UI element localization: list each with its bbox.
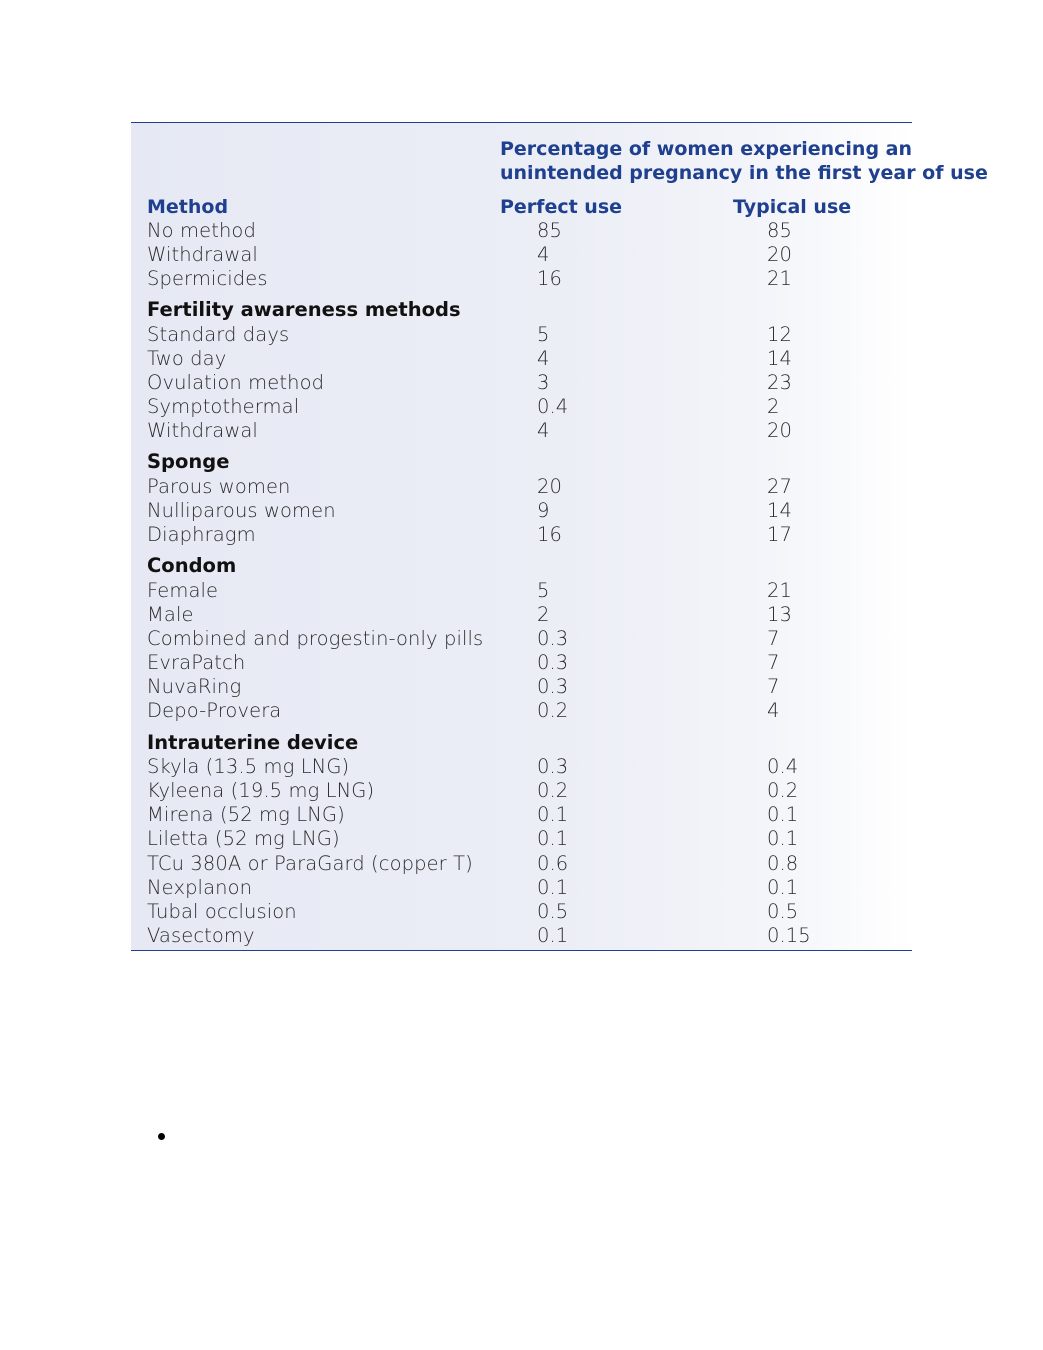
method-name: Parous women <box>147 475 291 498</box>
method-name: Diaphragm <box>147 523 256 547</box>
perfect-use-value: 85 <box>537 219 563 242</box>
typical-use-value: 2 <box>767 395 780 419</box>
group-heading: Sponge <box>147 450 230 474</box>
typical-use-value: 7 <box>767 675 780 699</box>
perfect-use-value: 0.5 <box>537 899 569 923</box>
method-name: Spermicides <box>147 267 268 291</box>
perfect-use-value: 9 <box>537 499 550 523</box>
method-name: Nulliparous women <box>147 499 336 523</box>
method-name: Standard days <box>147 322 290 346</box>
method-name: Ovulation method <box>147 371 325 395</box>
method-name: Mirena (52 mg LNG) <box>147 803 345 827</box>
typical-use-value: 7 <box>767 651 780 675</box>
header-caption-line2: unintended pregnancy in the first year of use <box>500 162 988 184</box>
method-name: EvraPatch <box>147 651 246 675</box>
typical-use-value: 17 <box>767 523 793 547</box>
typical-use-value: 0.15 <box>767 923 811 947</box>
typical-use-value: 0.1 <box>767 803 799 827</box>
perfect-use-value: 16 <box>537 267 563 291</box>
perfect-use-value: 4 <box>537 347 550 370</box>
typical-use-value: 14 <box>767 499 793 523</box>
method-name: Withdrawal <box>147 243 258 267</box>
typical-use-value: 0.8 <box>767 851 799 875</box>
method-name: Kyleena (19.5 mg LNG) <box>147 779 375 803</box>
method-name: Withdrawal <box>147 419 258 443</box>
contraceptive-efficacy-table <box>131 122 988 951</box>
method-name: Female <box>147 578 219 602</box>
perfect-use-value: 16 <box>537 523 563 547</box>
column-header-perfect-use: Perfect use <box>500 196 623 218</box>
method-name: Male <box>147 603 194 626</box>
perfect-use-value: 0.1 <box>537 875 569 899</box>
perfect-use-value: 0.1 <box>537 923 569 947</box>
typical-use-value: 0.4 <box>767 755 799 779</box>
method-name: Vasectomy <box>147 923 255 947</box>
typical-use-value: 27 <box>767 475 793 498</box>
typical-use-value: 0.2 <box>767 779 799 803</box>
perfect-use-value: 20 <box>537 475 563 498</box>
typical-use-value: 0.1 <box>767 827 799 851</box>
perfect-use-value: 0.1 <box>537 827 569 851</box>
perfect-use-value: 0.1 <box>537 803 569 827</box>
method-name: TCu 380A or ParaGard (copper T) <box>147 851 473 875</box>
method-name: No method <box>147 219 256 242</box>
method-name: Combined and progestin-only pills <box>147 627 484 651</box>
method-name: Nexplanon <box>147 875 253 899</box>
typical-use-value: 0.5 <box>767 899 799 923</box>
typical-use-value: 0.1 <box>767 875 799 899</box>
typical-use-value: 20 <box>767 419 793 443</box>
typical-use-value: 20 <box>767 243 793 267</box>
typical-use-value: 4 <box>767 699 780 723</box>
perfect-use-value: 3 <box>537 371 550 395</box>
perfect-use-value: 0.2 <box>537 699 569 723</box>
method-name: Skyla (13.5 mg LNG) <box>147 755 350 779</box>
perfect-use-value: 5 <box>537 322 550 346</box>
typical-use-value: 85 <box>767 219 793 242</box>
empty-bullet-point <box>158 1133 165 1140</box>
perfect-use-value: 2 <box>537 603 550 626</box>
typical-use-value: 13 <box>767 603 793 626</box>
method-name: NuvaRing <box>147 675 242 699</box>
perfect-use-value: 0.6 <box>537 851 569 875</box>
typical-use-value: 14 <box>767 347 793 370</box>
typical-use-value: 23 <box>767 371 793 395</box>
perfect-use-value: 0.3 <box>537 627 569 651</box>
typical-use-value: 21 <box>767 267 793 291</box>
typical-use-value: 7 <box>767 627 780 651</box>
column-header-method: Method <box>147 196 229 218</box>
group-heading: Intrauterine device <box>147 730 359 754</box>
method-name: Depo-Provera <box>147 699 282 723</box>
perfect-use-value: 0.3 <box>537 675 569 699</box>
perfect-use-value: 4 <box>537 419 550 443</box>
perfect-use-value: 5 <box>537 578 550 602</box>
method-name: Tubal occlusion <box>147 899 297 923</box>
typical-use-value: 21 <box>767 578 793 602</box>
group-heading: Condom <box>147 554 237 578</box>
perfect-use-value: 0.4 <box>537 395 569 419</box>
header-caption-line1: Percentage of women experiencing an <box>500 138 913 160</box>
perfect-use-value: 0.3 <box>537 651 569 675</box>
column-header-typical-use: Typical use <box>733 196 852 218</box>
method-name: Symptothermal <box>147 395 300 419</box>
method-name: Two day <box>147 347 227 370</box>
method-name: Liletta (52 mg LNG) <box>147 827 340 851</box>
perfect-use-value: 0.2 <box>537 779 569 803</box>
typical-use-value: 12 <box>767 322 793 346</box>
group-heading: Fertility awareness methods <box>147 298 461 322</box>
perfect-use-value: 4 <box>537 243 550 267</box>
perfect-use-value: 0.3 <box>537 755 569 779</box>
